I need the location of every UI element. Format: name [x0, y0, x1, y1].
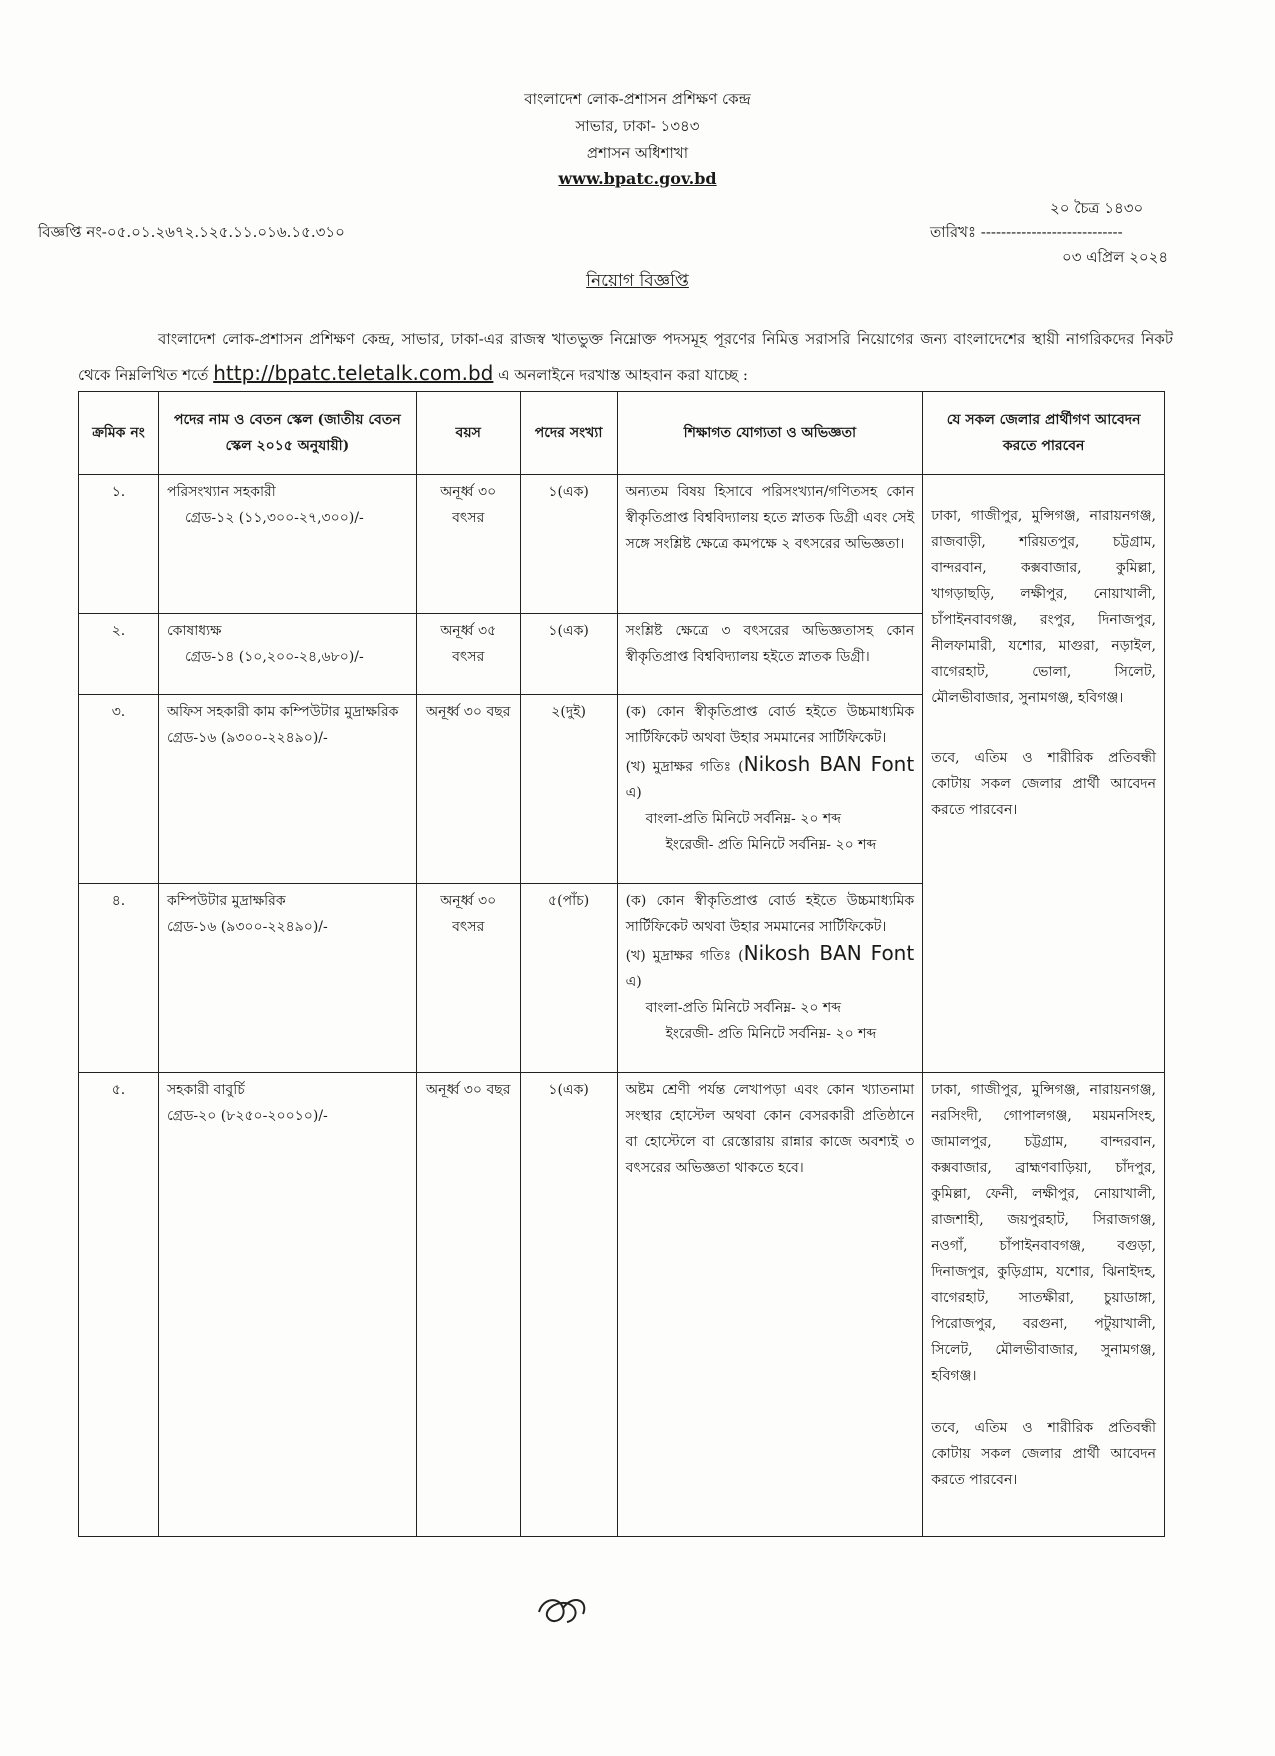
memo-number: বিজ্ঞপ্তি নং-০৫.০১.২৬৭২.১২৫.১১.০১৬.১৫.৩১০ — [38, 223, 345, 241]
header-count: পদের সংখ্যা — [520, 392, 617, 475]
header-serial: ক্রমিক নং — [79, 392, 159, 475]
age-cell: অনূর্ধ্ব ৩০ বছর — [416, 695, 520, 884]
districts-cell — [923, 1073, 1165, 1537]
post-cell — [158, 614, 416, 695]
count-cell: ১(এক) — [520, 1073, 617, 1537]
qualification-b — [626, 940, 915, 995]
font-name: Nikosh BAN Font — [743, 941, 915, 965]
qualification-cell: অন্যতম বিষয় হিসাবে পরিসংখ্যান/গণিতসহ কোন স্বীকৃতিপ্রাপ্ত বিশ্ববিদ্যালয় হতে স্নাতক ডিগ্রী এবং সেই সঙ্গে সংশ্লিষ্ট ক্ষেত্রে কমপক্ষে ২ বৎসরের অভিজ্ঞতা। — [617, 475, 923, 614]
post-name: পরিসংখ্যান সহকারী — [166, 484, 276, 500]
org-name: বাংলাদেশ লোক-প্রশাসন প্রশিক্ষণ কেন্দ্র — [524, 90, 751, 108]
notice-title: নিয়োগ বিজ্ঞপ্তি — [586, 271, 689, 291]
post-grade: গ্রেড-১৬ (৯৩০০-২২৪৯০)/- — [166, 919, 328, 935]
post-cell — [158, 884, 416, 1073]
table-header-row — [79, 392, 1165, 475]
table-row — [79, 475, 1165, 614]
qualification-b — [626, 751, 915, 806]
serial-cell: ৩. — [79, 695, 159, 884]
count-cell: ১(এক) — [520, 475, 617, 614]
count-cell: ২(দুই) — [520, 695, 617, 884]
intro-text-end: এ অনলাইনে দরখাস্ত আহবান করা যাচ্ছে : — [498, 366, 748, 384]
qualification-cell — [617, 884, 923, 1073]
date-english: ০৩ এপ্রিল ২০২৪ — [1062, 248, 1169, 266]
application-url[interactable]: http://bpatc.teletalk.com.bd — [213, 361, 494, 385]
post-cell — [158, 475, 416, 614]
date-bangla: ২০ চৈত্র ১৪৩০ — [1050, 199, 1144, 217]
qualification-cell: অষ্টম শ্রেণী পর্যন্ত লেখাপড়া এবং কোন খ্যাতনামা সংস্থার হোস্টেল অথবা কোন বেসরকারী প্রতিষ্ঠানে বা হোস্টেলে বা রেস্তোরায় রান্নার কাজে অবশ্যই ৩ বৎসরের অভিজ্ঞতা থাকতে হবে। — [617, 1073, 923, 1537]
font-name: Nikosh BAN Font — [743, 752, 915, 776]
quota-note: তবে, এতিম ও শারীরিক প্রতিবন্ধী কোটায় সকল জেলার প্রার্থী আবেদন করতে পারবেন। — [931, 750, 1156, 818]
header-districts: যে সকল জেলার প্রার্থীগণ আবেদন করতে পারবেন — [923, 392, 1165, 475]
serial-cell: ৫. — [79, 1073, 159, 1537]
typing-speed-suffix: এ) — [625, 785, 642, 801]
age-cell: অনূর্ধ্ব ৩০ বৎসর — [416, 475, 520, 614]
serial-cell: ১. — [79, 475, 159, 614]
post-name: কোষাধ্যক্ষ — [166, 623, 222, 639]
qualification-a: (ক) কোন স্বীকৃতিপ্রাপ্ত বোর্ড হইতে উচ্চমাধ্যমিক সার্টিফিকেট অথবা উহার সমমানের সার্টিফিকেট। — [625, 893, 915, 935]
quota-note: তবে, এতিম ও শারীরিক প্রতিবন্ধী কোটায় সকল জেলার প্রার্থী আবেদন করতে পারবেন। — [931, 1420, 1156, 1488]
intro-text: বাংলাদেশ লোক-প্রশাসন প্রশিক্ষণ কেন্দ্র, সাভার, ঢাকা-এর রাজস্ব খাতভুক্ত নিম্নোক্ত পদসমূহ পূরণের নিমিত্ত সরাসরি নিয়োগের জন্য বাংলাদেশের স্থায়ী নাগরিকদের নিকট থেকে নিম্নলিখিত শর্তে — [78, 330, 1173, 384]
age-cell: অনূর্ধ্ব ৩৫ বৎসর — [416, 614, 520, 695]
jobs-table — [78, 391, 1165, 1537]
post-grade: গ্রেড-১৬ (৯৩০০-২২৪৯০)/- — [166, 730, 328, 746]
speed-bangla: বাংলা-প্রতি মিনিটে সর্বনিম্ন- ২০ শব্দ — [645, 1000, 842, 1016]
table-row — [79, 1073, 1165, 1537]
qualification-cell: সংশ্লিষ্ট ক্ষেত্রে ৩ বৎসরের অভিজ্ঞতাসহ কোন স্বীকৃতিপ্রাপ্ত বিশ্ববিদ্যালয় হইতে স্নাতক ডিগ্রী। — [617, 614, 923, 695]
header-post: পদের নাম ও বেতন স্কেল (জাতীয় বেতন স্কেল ২০১৫ অনুযায়ী) — [158, 392, 416, 475]
post-grade: গ্রেড-১২ (১১,৩০০-২৭,৩০০)/- — [184, 510, 364, 526]
post-grade: গ্রেড-২০ (৮২৫০-২০০১০)/- — [166, 1108, 328, 1124]
qualification-a: (ক) কোন স্বীকৃতিপ্রাপ্ত বোর্ড হইতে উচ্চমাধ্যমিক সার্টিফিকেট অথবা উহার সমমানের সার্টিফিকেট। — [625, 704, 915, 746]
speed-english: ইংরেজী- প্রতি মিনিটে সর্বনিম্ন- ২০ শব্দ — [665, 837, 877, 853]
districts-list: ঢাকা, গাজীপুর, মুন্সিগঞ্জ, নারায়নগঞ্জ, রাজবাড়ী, শরিয়তপুর, চট্টগ্রাম, বান্দরবান, কক্সবাজার, কুমিল্লা, খাগড়াছড়ি, লক্ষীপুর, নোয়াখালী, চাঁপাইনবাবগঞ্জ, রংপুর, দিনাজপুর, নীলফামারী, যশোর, মাগুরা, নড়াইল, বাগেরহাট, ভোলা, সিলেট, মৌলভীবাজার, সুনামগঞ্জ, হবিগঞ্জ। — [931, 508, 1156, 706]
branch-name: প্রশাসন অধিশাখা — [586, 144, 689, 162]
count-cell: ১(এক) — [520, 614, 617, 695]
districts-list: ঢাকা, গাজীপুর, মুন্সিগঞ্জ, নারায়নগঞ্জ, নরসিংদী, গোপালগঞ্জ, ময়মনসিংহ, জামালপুর, চট্টগ্রাম, বান্দরবান, কক্সবাজার, ব্রাহ্মণবাড়িয়া, চাঁদপুর, কুমিল্লা, ফেনী, লক্ষীপুর, নোয়াখালী, রাজশাহী, জয়পুরহাট, সিরাজগঞ্জ, নওগাঁ, চাঁপাইনবাবগঞ্জ, বগুড়া, দিনাজপুর, কুড়িগ্রাম, যশোর, ঝিনাইদহ, বাগেরহাট, সাতক্ষীরা, চুয়াডাঙ্গা, পিরোজপুর, বরগুনা, পটুয়াখালী, সিলেট, মৌলভীবাজার, সুনামগঞ্জ, হবিগঞ্জ। — [931, 1082, 1156, 1384]
post-name: অফিস সহকারী কাম কম্পিউটার মুদ্রাক্ষরিক — [166, 704, 399, 720]
post-grade: গ্রেড-১৪ (১০,২০০-২৪,৬৮০)/- — [184, 649, 364, 665]
intro-paragraph — [78, 322, 1173, 392]
typing-speed-suffix: এ) — [625, 974, 642, 990]
post-name: সহকারী বাবুর্চি — [166, 1082, 245, 1098]
website-link[interactable]: www.bpatc.gov.bd — [558, 169, 717, 188]
post-name: কম্পিউটার মুদ্রাক্ষরিক — [166, 893, 286, 909]
count-cell: ৫(পাঁচ) — [520, 884, 617, 1073]
districts-cell — [923, 475, 1165, 1073]
org-address: সাভার, ঢাকা- ১৩৪৩ — [575, 117, 700, 135]
post-cell — [158, 1073, 416, 1537]
age-cell: অনূর্ধ্ব ৩০ বছর — [416, 1073, 520, 1537]
post-cell — [158, 695, 416, 884]
signature-initial — [533, 1590, 593, 1630]
header-age: বয়স — [416, 392, 520, 475]
qualification-cell — [617, 695, 923, 884]
speed-english: ইংরেজী- প্রতি মিনিটে সর্বনিম্ন- ২০ শব্দ — [665, 1026, 877, 1042]
typing-speed-label: (খ) মুদ্রাক্ষর গতিঃ ( — [625, 759, 744, 775]
date-label: তারিখঃ ---------------------------- — [930, 223, 1123, 241]
serial-cell: ৪. — [79, 884, 159, 1073]
age-cell: অনূর্ধ্ব ৩০ বৎসর — [416, 884, 520, 1073]
speed-bangla: বাংলা-প্রতি মিনিটে সর্বনিম্ন- ২০ শব্দ — [645, 811, 842, 827]
header-qualification: শিক্ষাগত যোগ্যতা ও অভিজ্ঞতা — [617, 392, 923, 475]
typing-speed-label: (খ) মুদ্রাক্ষর গতিঃ ( — [625, 948, 744, 964]
serial-cell: ২. — [79, 614, 159, 695]
